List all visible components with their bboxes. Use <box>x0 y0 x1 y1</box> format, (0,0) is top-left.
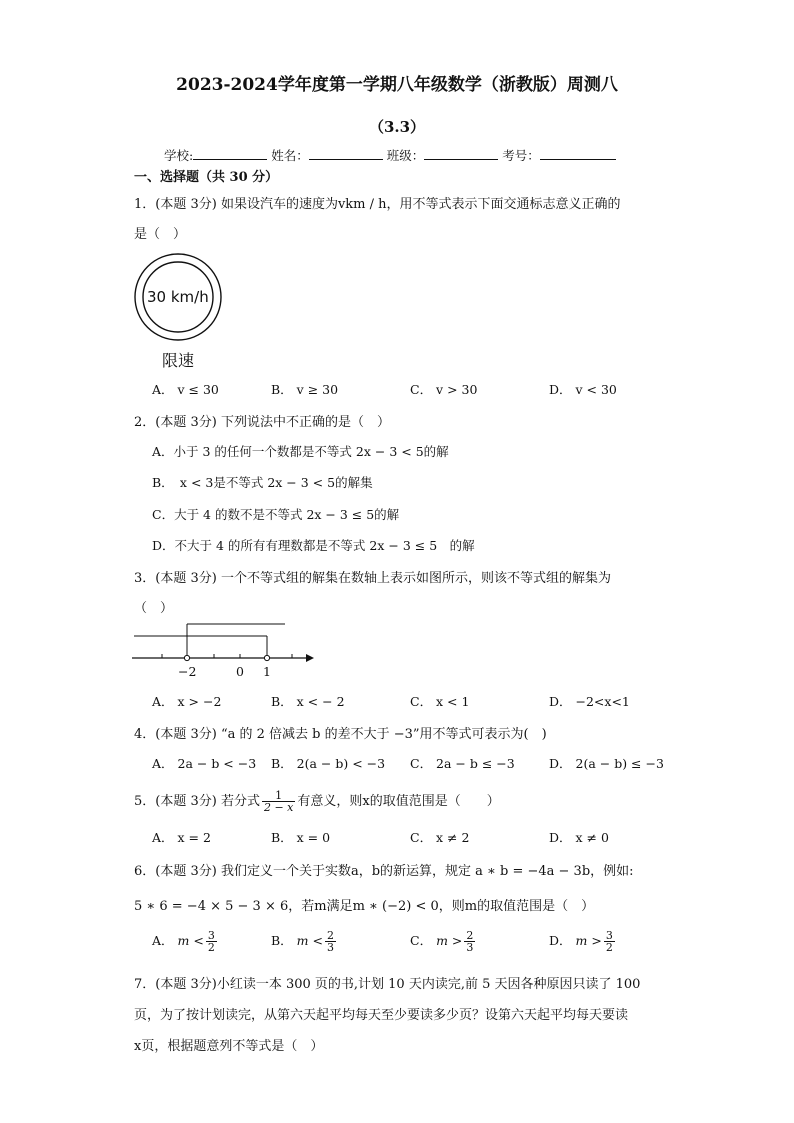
q6-b-rel: m < <box>296 933 323 948</box>
question-1-line2: 是（ ） <box>134 227 187 242</box>
question-3-line2: （ ） <box>134 601 174 616</box>
q6-d-num: 3 <box>605 929 613 942</box>
q2-option-a[interactable]: A．小于 3 的任何一个数都是不等式 2x − 3 < 5的解 <box>152 444 449 459</box>
q6-a-label: A． <box>152 933 174 948</box>
q1-option-c[interactable]: C． v > 30 <box>410 382 478 397</box>
q1-option-a[interactable]: A． v ≤ 30 <box>152 382 219 397</box>
axis-label-1: 1 <box>263 664 271 679</box>
name-blank[interactable] <box>309 148 383 160</box>
q3-option-a[interactable]: A． x > −2 <box>152 694 222 709</box>
section-heading: 一、选择题（共 30 分） <box>134 170 279 185</box>
exam-no-label: 考号： <box>502 148 540 163</box>
info-line <box>164 146 616 164</box>
axis-label-0: 0 <box>236 664 244 679</box>
q5-frac-den: 2 − x <box>263 801 294 814</box>
q2-option-d[interactable]: D．不大于 4 的所有有理数都是不等式 2x − 3 ≤ 5 的解 <box>152 538 475 553</box>
number-line-figure <box>130 620 316 680</box>
q2-option-c[interactable]: C．大于 4 的数不是不等式 2x − 3 ≤ 5的解 <box>152 507 400 522</box>
q6-option-c[interactable] <box>410 930 477 953</box>
q2-option-b[interactable]: B． x < 3是不等式 2x − 3 < 5的解集 <box>152 475 373 490</box>
q6-b-den: 3 <box>326 941 334 954</box>
question-7-line2: 页，为了按计划读完，从第六天起平均每天至少要读多少页？设第六天起平均每天要读 <box>134 1008 629 1023</box>
question-7-line3: x页，根据题意列不等式是（ ） <box>134 1039 324 1054</box>
q6-c-label: C． <box>410 933 433 948</box>
q6-c-frac <box>464 930 475 953</box>
q6-d-label: D． <box>549 933 572 948</box>
q5-stem-b: 有意义，则x的取值范围是（ ） <box>297 794 500 809</box>
page-subtitle: （3.3） <box>368 118 426 136</box>
q6-d-den: 2 <box>605 941 613 954</box>
exam-no-blank[interactable] <box>540 148 616 160</box>
open-point-neg2 <box>184 655 189 660</box>
question-1-line1: 1．(本题 3分) 如果设汽车的速度为vkm / h，用不等式表示下面交通标志意义正确的 <box>134 197 621 212</box>
school-label: 学校: <box>164 148 194 163</box>
q1-option-b[interactable]: B． v ≥ 30 <box>271 382 339 397</box>
q3-option-c[interactable]: C． x < 1 <box>410 694 470 709</box>
q5-stem-a: 5．(本题 3分) 若分式 <box>134 794 260 809</box>
school-blank[interactable] <box>193 148 267 160</box>
q6-option-d[interactable] <box>549 930 617 953</box>
q6-d-rel: m > <box>575 933 602 948</box>
q5-option-d[interactable]: D． x ≠ 0 <box>549 830 609 845</box>
q6-option-a[interactable] <box>152 930 219 953</box>
q6-c-num: 2 <box>466 929 474 942</box>
q6-a-den: 2 <box>207 941 215 954</box>
sign-text: 30 km/h <box>147 288 209 306</box>
q4-option-d[interactable]: D． 2(a − b) ≤ −3 <box>549 756 664 771</box>
q4-option-c[interactable]: C． 2a − b ≤ −3 <box>410 756 515 771</box>
class-blank[interactable] <box>424 148 498 160</box>
question-7-line1: 7．(本题 3分)小红读一本 300 页的书,计划 10 天内读完,前 5 天因各种原因只读了 100 <box>134 977 641 992</box>
q6-b-label: B． <box>271 933 293 948</box>
sign-caption: 限速 <box>162 351 195 370</box>
q5-frac-num: 1 <box>275 789 283 802</box>
page-title: 2023-2024学年度第一学期八年级数学（浙教版）周测八 <box>176 75 618 95</box>
q3-option-b[interactable]: B． x < − 2 <box>271 694 345 709</box>
question-4-stem: 4．(本题 3分) “a 的 2 倍减去 b 的差不大于 −3”用不等式可表示为( ) <box>134 727 547 742</box>
q1-option-d[interactable]: D． v < 30 <box>549 382 617 397</box>
axis-label-neg2: −2 <box>178 664 197 679</box>
class-label: 班级： <box>386 148 425 163</box>
q5-option-b[interactable]: B． x = 0 <box>271 830 331 845</box>
q6-c-rel: m > <box>436 933 463 948</box>
q5-option-c[interactable]: C． x ≠ 2 <box>410 830 470 845</box>
question-3-line1: 3．(本题 3分) 一个不等式组的解集在数轴上表示如图所示，则该不等式组的解集为 <box>134 571 611 586</box>
question-6-line2: 5 ∗ 6 = −4 × 5 − 3 × 6，若m满足m ∗ (−2) < 0，则m的取值范围是（ ） <box>134 899 595 914</box>
open-point-1 <box>264 655 269 660</box>
question-5-stem <box>134 790 500 813</box>
q6-b-num: 2 <box>326 929 334 942</box>
q6-d-frac <box>604 930 615 953</box>
question-2-stem: 2．(本题 3分) 下列说法中不正确的是（ ） <box>134 415 390 430</box>
q3-option-d[interactable]: D． −2<x<1 <box>549 694 630 709</box>
q6-a-frac <box>206 930 217 953</box>
q4-option-a[interactable]: A． 2a − b < −3 <box>152 756 257 771</box>
name-label: 姓名： <box>271 148 309 163</box>
q6-option-b[interactable] <box>271 930 338 953</box>
q5-fraction <box>262 790 295 813</box>
q4-option-b[interactable]: B． 2(a − b) < −3 <box>271 756 386 771</box>
q6-a-rel: m < <box>177 933 204 948</box>
q5-option-a[interactable]: A． x = 2 <box>152 830 211 845</box>
q6-a-num: 3 <box>207 929 215 942</box>
question-6-line1: 6．(本题 3分) 我们定义一个关于实数a，b的新运算，规定 a ∗ b = −4a − 3b，例如: <box>134 864 634 879</box>
q6-c-den: 3 <box>466 941 474 954</box>
q6-b-frac <box>325 930 336 953</box>
axis-arrow-icon <box>306 654 314 662</box>
